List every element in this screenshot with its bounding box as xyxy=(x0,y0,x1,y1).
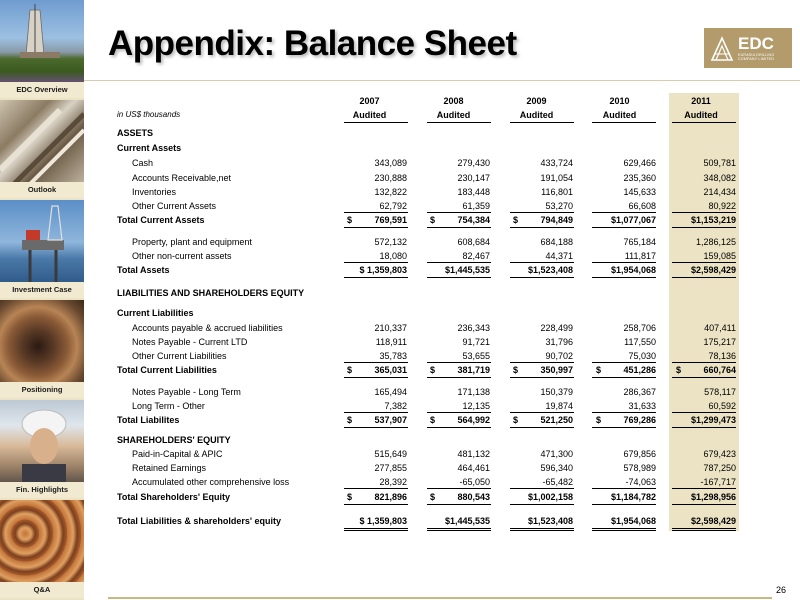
table-row xyxy=(0,321,800,335)
cell: 509,781 xyxy=(703,158,736,168)
cell: 572,132 xyxy=(374,237,407,247)
year-header: 2010 xyxy=(609,96,630,106)
cell: 515,649 xyxy=(374,449,407,459)
cell: $1,153,219 xyxy=(690,215,736,225)
cell: 90,702 xyxy=(545,351,573,361)
row-label: Other Current Assets xyxy=(132,201,217,211)
cell: $ 769,286 xyxy=(596,415,656,425)
table-header-status xyxy=(0,108,800,122)
table-row xyxy=(0,171,800,185)
total-rule xyxy=(427,504,491,505)
total-row xyxy=(0,213,800,227)
row-label: Total Current Liabilities xyxy=(117,365,217,375)
row-label: Inventories xyxy=(132,187,177,197)
cell: 80,922 xyxy=(708,201,736,211)
cell: 18,080 xyxy=(379,251,407,261)
total-rule xyxy=(592,227,656,228)
cell: 679,423 xyxy=(703,449,736,459)
cell: 578,117 xyxy=(704,387,736,397)
total-row xyxy=(0,490,800,504)
cell: 12,135 xyxy=(462,401,490,411)
header-underline xyxy=(344,122,408,123)
cell: 464,461 xyxy=(457,463,490,473)
cell: 279,430 xyxy=(457,158,490,168)
cell: $2,598,429 xyxy=(690,265,736,275)
cell: $ 821,896 xyxy=(347,492,407,502)
double-rule xyxy=(510,528,574,529)
double-rule xyxy=(427,528,491,529)
row-label: Total Shareholders' Equity xyxy=(117,492,230,502)
total-rule xyxy=(672,227,736,228)
section-heading xyxy=(0,126,800,140)
double-rule xyxy=(510,530,574,531)
row-label: Accumulated other comprehensive loss xyxy=(132,477,290,487)
double-rule xyxy=(592,530,656,531)
cell: $ 365,031 xyxy=(347,365,407,375)
footer-divider xyxy=(108,597,772,599)
cell: 111,817 xyxy=(624,251,656,261)
cell: 118,911 xyxy=(375,337,407,347)
audit-status: Audited xyxy=(352,110,387,120)
cell: 608,684 xyxy=(457,237,490,247)
cell: 596,340 xyxy=(540,463,573,473)
table-row xyxy=(0,349,800,363)
section-heading xyxy=(0,306,800,320)
cell: $ 769,591 xyxy=(347,215,407,225)
cell: 578,989 xyxy=(623,463,656,473)
total-rule xyxy=(510,227,574,228)
row-label: Other Current Liabilities xyxy=(132,351,227,361)
total-rule xyxy=(344,227,408,228)
cell: 228,499 xyxy=(540,323,573,333)
audit-status: Audited xyxy=(602,110,637,120)
year-header: 2008 xyxy=(443,96,464,106)
logo-subtitle: EURASIA DRILLING COMPANY LIMITED xyxy=(738,53,775,62)
year-header: 2007 xyxy=(359,96,380,106)
cell: $ 521,250 xyxy=(513,415,573,425)
cell: $1,184,782 xyxy=(610,492,656,502)
cell: -65,050 xyxy=(459,477,490,487)
table-header-years xyxy=(0,94,800,108)
sidebar-item-label: Positioning xyxy=(0,382,84,398)
cell: $ 350,997 xyxy=(513,365,573,375)
cell: 91,721 xyxy=(462,337,490,347)
cell: 35,783 xyxy=(379,351,407,361)
cell: 132,822 xyxy=(374,187,407,197)
row-label: Paid-in-Capital & APIC xyxy=(132,449,223,459)
cell: 53,655 xyxy=(462,351,490,361)
cell: 191,054 xyxy=(540,173,573,183)
cell: $1,298,956 xyxy=(690,492,736,502)
row-label: Current Assets xyxy=(117,143,182,153)
sidebar-item-label: EDC Overview xyxy=(0,82,84,98)
row-label: Total Liabilities & shareholders' equity xyxy=(117,516,282,526)
double-rule xyxy=(344,530,408,531)
cell: 78,136 xyxy=(708,351,736,361)
cell: $ 451,286 xyxy=(596,365,656,375)
cell: 787,250 xyxy=(703,463,736,473)
cell: 159,085 xyxy=(703,251,736,261)
cell: $ 381,719 xyxy=(430,365,490,375)
row-label: Other non-current assets xyxy=(132,251,232,261)
cell: 82,467 xyxy=(462,251,490,261)
units-note: in US$ thousands xyxy=(117,110,181,119)
cell: -167,717 xyxy=(700,477,736,487)
cell: 31,633 xyxy=(628,401,656,411)
header-underline xyxy=(672,122,736,123)
table-row xyxy=(0,335,800,349)
cell: -65,482 xyxy=(542,477,573,487)
cell: 236,343 xyxy=(457,323,490,333)
cell: 481,132 xyxy=(457,449,490,459)
cell: 407,411 xyxy=(704,323,736,333)
page-title: Appendix: Balance Sheet xyxy=(108,24,517,63)
cell: 348,082 xyxy=(703,173,736,183)
cell: $ 754,384 xyxy=(430,215,490,225)
row-label: Accounts payable & accrued liabilities xyxy=(132,323,283,333)
cell: $ 537,907 xyxy=(347,415,407,425)
cell: 117,550 xyxy=(624,337,656,347)
logo-wordmark: EDC xyxy=(738,34,774,53)
total-rule xyxy=(344,277,408,278)
total-rule xyxy=(672,427,736,428)
cell: 230,888 xyxy=(374,173,407,183)
cell: 183,448 xyxy=(457,187,490,197)
cell: $ 660,764 xyxy=(676,365,736,375)
cell: 684,188 xyxy=(540,237,573,247)
cell: 44,371 xyxy=(545,251,573,261)
cell: $2,598,429 xyxy=(690,516,736,526)
cell: 210,337 xyxy=(374,323,407,333)
cell: $1,002,158 xyxy=(527,492,573,502)
row-label: Notes Payable - Current LTD xyxy=(132,337,248,347)
double-rule xyxy=(672,530,736,531)
cell: 171,138 xyxy=(457,387,490,397)
sidebar-item-label: Q&A xyxy=(0,582,84,598)
cell: 258,706 xyxy=(623,323,656,333)
cell: 31,796 xyxy=(545,337,573,347)
row-label: ASSETS xyxy=(117,128,154,138)
table-row xyxy=(0,447,800,461)
double-rule xyxy=(592,528,656,529)
row-label: Total Assets xyxy=(117,265,170,275)
row-label: Accounts Receivable,net xyxy=(132,173,232,183)
total-rule xyxy=(427,377,491,378)
cell: 61,359 xyxy=(462,201,490,211)
total-rule xyxy=(427,427,491,428)
row-label: Retained Earnings xyxy=(132,463,207,473)
year-header: 2009 xyxy=(526,96,547,106)
total-rule xyxy=(510,277,574,278)
sidebar-item-label: Fin. Highlights xyxy=(0,482,84,498)
table-row xyxy=(0,249,800,263)
total-rule xyxy=(592,277,656,278)
subtotal-rule xyxy=(672,488,736,489)
subtotal-rule xyxy=(427,488,491,489)
cell: $1,523,408 xyxy=(527,516,573,526)
row-label: SHAREHOLDERS' EQUITY xyxy=(117,435,231,445)
cell: 765,184 xyxy=(623,237,656,247)
total-rule xyxy=(510,377,574,378)
cell: -74,063 xyxy=(625,477,656,487)
page-number: 26 xyxy=(776,585,787,595)
table-row xyxy=(0,475,800,489)
table-row xyxy=(0,235,800,249)
total-rule xyxy=(672,504,736,505)
subtotal-rule xyxy=(510,488,574,489)
cell: $1,954,068 xyxy=(610,265,656,275)
cell: 28,392 xyxy=(379,477,407,487)
total-row xyxy=(0,413,800,427)
cell: 19,874 xyxy=(545,401,573,411)
table-row xyxy=(0,461,800,475)
double-rule xyxy=(427,530,491,531)
cell: $1,523,408 xyxy=(527,265,573,275)
row-label: Long Term - Other xyxy=(132,401,205,411)
sidebar-item-label: Investment Case xyxy=(0,282,84,298)
cell: 343,089 xyxy=(374,158,407,168)
sidebar-item-label: Outlook xyxy=(0,182,84,198)
cell: 433,724 xyxy=(540,158,573,168)
cell: 145,633 xyxy=(623,187,656,197)
table-row xyxy=(0,156,800,170)
cell: $ 880,543 xyxy=(430,492,490,502)
total-row xyxy=(0,263,800,277)
row-label: Cash xyxy=(132,158,154,168)
table-row xyxy=(0,385,800,399)
total-rule xyxy=(427,277,491,278)
cell: 214,434 xyxy=(703,187,736,197)
header-underline xyxy=(592,122,656,123)
cell: 286,367 xyxy=(623,387,656,397)
cell: 53,270 xyxy=(545,201,573,211)
cell: 230,147 xyxy=(457,173,490,183)
row-label: Property, plant and equipment xyxy=(132,237,252,247)
cell: 62,792 xyxy=(379,201,407,211)
audit-status: Audited xyxy=(519,110,554,120)
table-row xyxy=(0,185,800,199)
total-rule xyxy=(344,427,408,428)
total-rule xyxy=(510,427,574,428)
cell: 165,494 xyxy=(374,387,407,397)
year-header: 2011 xyxy=(691,96,711,106)
row-label: LIABILITIES AND SHAREHOLDERS EQUITY xyxy=(117,288,305,298)
row-label: Total Current Assets xyxy=(117,215,205,225)
table-row xyxy=(0,399,800,413)
total-rule xyxy=(672,277,736,278)
cell: 66,608 xyxy=(628,201,656,211)
row-label: Total Liabilites xyxy=(117,415,180,425)
row-label: Current Liabilities xyxy=(117,308,194,318)
header-underline xyxy=(427,122,491,123)
section-heading xyxy=(0,141,800,155)
total-rule xyxy=(344,377,408,378)
cell: 629,466 xyxy=(623,158,656,168)
total-rule xyxy=(592,427,656,428)
cell: $1,445,535 xyxy=(444,516,490,526)
audit-status: Audited xyxy=(684,110,718,120)
cell: 235,360 xyxy=(623,173,656,183)
section-heading xyxy=(0,433,800,447)
cell: $1,299,473 xyxy=(690,415,736,425)
audit-status: Audited xyxy=(436,110,471,120)
cell: 75,030 xyxy=(628,351,656,361)
header-underline xyxy=(510,122,574,123)
row-label: Notes Payable - Long Term xyxy=(132,387,241,397)
cell: 679,856 xyxy=(623,449,656,459)
cell: $ 564,992 xyxy=(430,415,490,425)
subtotal-rule xyxy=(344,488,408,489)
cell: 7,382 xyxy=(384,401,407,411)
cell: $1,445,535 xyxy=(444,265,490,275)
cell: $1,954,068 xyxy=(610,516,656,526)
cell: 60,592 xyxy=(708,401,736,411)
total-row xyxy=(0,363,800,377)
cell: $ 1,359,803 xyxy=(359,265,407,275)
double-rule xyxy=(344,528,408,529)
grand-total-row xyxy=(0,514,800,528)
cell: 175,217 xyxy=(703,337,736,347)
double-rule xyxy=(672,528,736,529)
cell: $ 794,849 xyxy=(513,215,573,225)
table-row xyxy=(0,199,800,213)
total-rule xyxy=(344,504,408,505)
cell: 471,300 xyxy=(540,449,573,459)
section-heading xyxy=(0,286,800,300)
total-rule xyxy=(427,227,491,228)
cell: 116,801 xyxy=(541,187,573,197)
total-rule xyxy=(592,377,656,378)
cell: $ 1,359,803 xyxy=(359,516,407,526)
subtotal-rule xyxy=(592,488,656,489)
cell: 150,379 xyxy=(540,387,573,397)
total-rule xyxy=(672,377,736,378)
cell: 1,286,125 xyxy=(695,237,736,247)
total-rule xyxy=(510,504,574,505)
cell: $1,077,067 xyxy=(610,215,656,225)
total-rule xyxy=(592,504,656,505)
cell: 277,855 xyxy=(374,463,407,473)
